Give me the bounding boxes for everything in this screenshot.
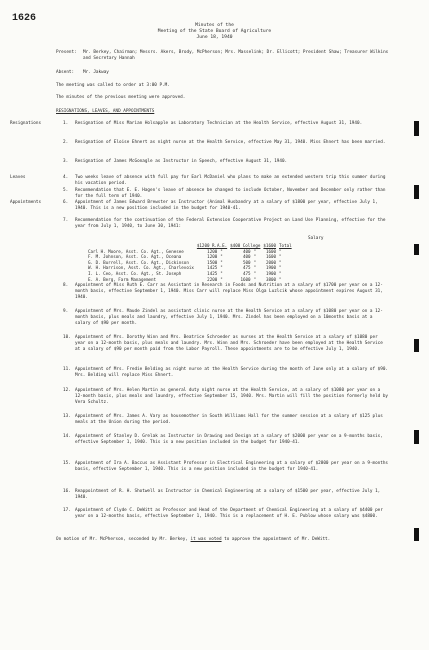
- motion-text-after: to approve the appointment of Mr. DeWitt.: [221, 537, 331, 542]
- item-number: 5.: [63, 188, 69, 193]
- item-number: 3.: [63, 159, 69, 164]
- table-cell: ": [279, 254, 282, 260]
- header-line-1: Minutes of the: [195, 23, 234, 28]
- table-cell: ": [279, 276, 282, 282]
- item-number: 1.: [63, 121, 69, 126]
- table-cell: ": [220, 270, 223, 276]
- table-cell: 475: [242, 270, 251, 276]
- side-label-leaves: Leaves: [10, 175, 26, 180]
- column-header: $400 College: [230, 243, 261, 248]
- table-cell: 3800: [265, 276, 277, 282]
- table-cell: ": [253, 276, 257, 282]
- table-cell: 500: [242, 259, 251, 265]
- item-text: Appointment of Clyde C. DeWitt as Professor and Head of the Department of Chemical Engineering at a salary of $4400 per year on a 12-months basis, effective September 1, 1940. This is a replacement of H. E. Publow whose salary was $4800.: [75, 508, 383, 520]
- item-number: 14.: [63, 434, 71, 439]
- table-cell: ": [253, 254, 257, 260]
- index-mark: [414, 244, 419, 255]
- table-cell: ": [220, 259, 223, 265]
- table-cell: 1425: [207, 265, 218, 271]
- section-heading: RESIGNATIONS, LEAVES, AND APPOINTMENTS: [56, 109, 155, 114]
- item-text: Appointment of James Edward Brewster as Instructor (Animal Husbandry at a salary of $1800 per year, effective July 1, 1940. This is a new position included in the budget for 1940-41.: [75, 200, 378, 212]
- present-text: Mr. Berkey, Chairman; Messrs. Akers, Brody, McPherson; Mrs. Masselink; Dr. Ellicott; President Shaw; Treasurer Wilkins and Secretary Hannah: [83, 50, 389, 62]
- table-cell: ": [253, 270, 257, 276]
- index-mark: [414, 430, 419, 444]
- table-cell: Carl H. Moore, Asst. Co. Agt., Genesee: [88, 248, 184, 254]
- table-cell: ": [279, 270, 282, 276]
- table-cell: ": [253, 265, 257, 271]
- item-number: 7.: [63, 218, 69, 223]
- table-cell: W. H. Harrison, Asst. Co. Agt., Charlevoix: [88, 265, 194, 271]
- table-cell: 2200: [207, 276, 218, 282]
- motion-text: [56, 537, 392, 543]
- item-number: 17.: [63, 508, 71, 513]
- item-number: 16.: [63, 489, 71, 494]
- table-cell: 1200: [207, 254, 218, 260]
- table-cell: ": [220, 254, 223, 260]
- motion-text-before: On motion of Mr. McPherson, seconded by Mr. Berkey,: [56, 537, 191, 542]
- table-cell: F. M. Johnson, Asst. Co. Agt., Oceana: [88, 254, 182, 260]
- present-label: Present:: [56, 50, 77, 55]
- table-cell: 400: [242, 254, 251, 260]
- table-cell: 1900: [265, 265, 277, 271]
- item-text: Appointment of Mrs. Dorothy Winn and Mrs. Beatrice Schroeder as nurses at the Health Service at a salary of $1080 per year on a 12-month basis, plus meals and laundry. Mrs. Winn and Mrs. Schroeder have been employed at the Health Service at a salary of $90 per month paid from the Labor Payroll. These appointments are to be effective July 1, 1940.: [75, 335, 383, 353]
- side-label-resignations: Resignations: [10, 121, 42, 126]
- table-cell: 1600: [240, 276, 251, 282]
- table-cell: 1900: [265, 270, 277, 276]
- table-cell: ": [279, 259, 282, 265]
- item-number: 8.: [63, 283, 69, 288]
- table-cell: ": [279, 265, 282, 271]
- index-mark: [414, 339, 419, 352]
- item-text: Recommendation for the continuation of the Federal Extension Cooperative Project on Land Use Planning, effective for the year from July 1, 1940, to June 30, 1941:: [75, 218, 386, 230]
- index-mark: [414, 121, 419, 136]
- item-text: Resignation of James McGonagle as Instructor in Speech, effective August 31, 1940.: [75, 159, 288, 164]
- table-cell: ": [279, 248, 282, 254]
- item-number: 4.: [63, 175, 69, 180]
- table-row: [88, 277, 295, 283]
- item-text: Appointment of Ira A. Baccus as Assistant Professor in Electrical Engineering at a salary of $2800 per year on a 9-months basis, effective September 1, 1940. This is a new position included in the budget for 1940-41.: [75, 461, 389, 473]
- table-cell: 1425: [207, 270, 218, 276]
- item-text: Appointment of Stanley D. Grelak as Instructor in Drawing and Design at a salary of $2000 per year on a 9-months basis, effective September 1, 1940. This is a new position included in the budget for 1940-41.: [75, 434, 383, 446]
- table-cell: ": [220, 276, 223, 282]
- item-number: 9.: [63, 309, 69, 314]
- item-text: Appointment of Mrs. Maude Zindel as assistant clinic nurse at the Health Service at a salary of $1080 per year on a 12-month basis, plus meals and laundry, effective July 1, 1940. Mrs. Zindel has been employed on a 10months basis at a salary of $90 per month.: [75, 309, 383, 327]
- item-text: Two weeks leave of absence with full pay for Earl McDaniel who plans to make an extended western trip this summer during his vacation period.: [75, 175, 386, 187]
- index-mark: [414, 528, 419, 541]
- table-cell: ": [253, 259, 257, 265]
- salary-table-title: Salary: [308, 236, 324, 241]
- table-cell: 1600: [265, 254, 277, 260]
- table-cell: 2000: [265, 259, 277, 265]
- table-cell: 475: [242, 265, 251, 271]
- side-label-appointments: Appointments: [10, 200, 42, 205]
- item-text: Resignation of Miss Marian Holsapple as Laboratory Technician at the Health Service, effective August 31, 1940.: [75, 121, 363, 126]
- table-cell: ": [220, 248, 223, 254]
- table-cell: 1600: [265, 248, 277, 254]
- column-header: Total: [279, 243, 292, 248]
- item-text: Appointment of Mrs. Helen Martin as general duty night nurse at the Health Service, at a salary of $1080 per year on a 12-month basis, plus meals and laundry, effective September 15, 1940. Mrs. Martin will fill the position formerly held by Vera Schultz.: [75, 388, 389, 406]
- called-to-order: The meeting was called to order at 3:00 P.M.: [56, 83, 170, 88]
- item-number: 10.: [63, 335, 71, 340]
- item-text: Recommendation that E. E. Hagen's leave of absence be changed to include October, November and December only rather than for the full term of 1940.: [75, 188, 386, 200]
- table-cell: 1500: [207, 259, 218, 265]
- item-text: Reappointment of R. H. Shotwell as Instructor in Chemical Engineering at a salary of $1500 per year, effective July 1, 1940.: [75, 489, 381, 501]
- table-cell: E. A. Berg, Farm Management: [88, 276, 157, 282]
- table-cell: ": [220, 265, 223, 271]
- table-cell: 1200: [207, 248, 218, 254]
- column-header: $1200 R.A.E.: [196, 243, 228, 248]
- page-number: 1626: [12, 13, 37, 24]
- minutes-approved: The minutes of the previous meeting were approved.: [56, 95, 186, 100]
- header-line-2: Meeting of the State Board of Agriculture: [157, 29, 272, 34]
- index-mark: [414, 185, 419, 199]
- table-cell: I. L. Ceo, Asst. Co. Agt., St. Joseph: [88, 270, 182, 276]
- salary-table: [88, 243, 295, 282]
- item-text: Resignation of Eloise Ehnert as night nurse at the Health Service, effective May 31, 1940. Miss Ehnert has been married.: [75, 140, 386, 145]
- column-header: $1600: [263, 243, 277, 248]
- item-number: 12.: [63, 388, 71, 393]
- absent-text: Mr. Jakway: [83, 70, 109, 75]
- item-text: Appointment of Mrs. James A. Vary as housemother in South Williams Hall for the summer session at a salary of $125 plus meals at the Union during the period.: [75, 414, 383, 426]
- item-number: 11.: [63, 367, 71, 372]
- item-number: 13.: [63, 414, 71, 419]
- absent-label: Absent:: [56, 70, 75, 75]
- item-number: 2.: [63, 140, 69, 145]
- item-text: Appointment of Miss Ruth E. Carr as Assistant in Research in Foods and Nutrition at a salary of $1700 per year on a 12-month basis, effective September 1, 1940. Miss Carr will replace Miss Olga Luzlcik whose appointment expires August 31, 1940.: [75, 283, 383, 301]
- motion-text-underlined: it was voted: [190, 537, 222, 542]
- table-cell: 400: [242, 248, 251, 254]
- item-text: Appointment of Mrs. Fredie Belding as night nurse at the Health Service during the month of June only at a salary of $90. Mrs. Belding will replace Miss Ehnert.: [75, 367, 389, 379]
- header-line-3: June 18, 1940: [196, 35, 233, 40]
- table-cell: ": [253, 248, 257, 254]
- table-cell: G. D. Burrell, Asst. Co. Agt., Dickinson: [88, 259, 189, 265]
- item-number: 6.: [63, 200, 69, 205]
- item-number: 15.: [63, 461, 71, 466]
